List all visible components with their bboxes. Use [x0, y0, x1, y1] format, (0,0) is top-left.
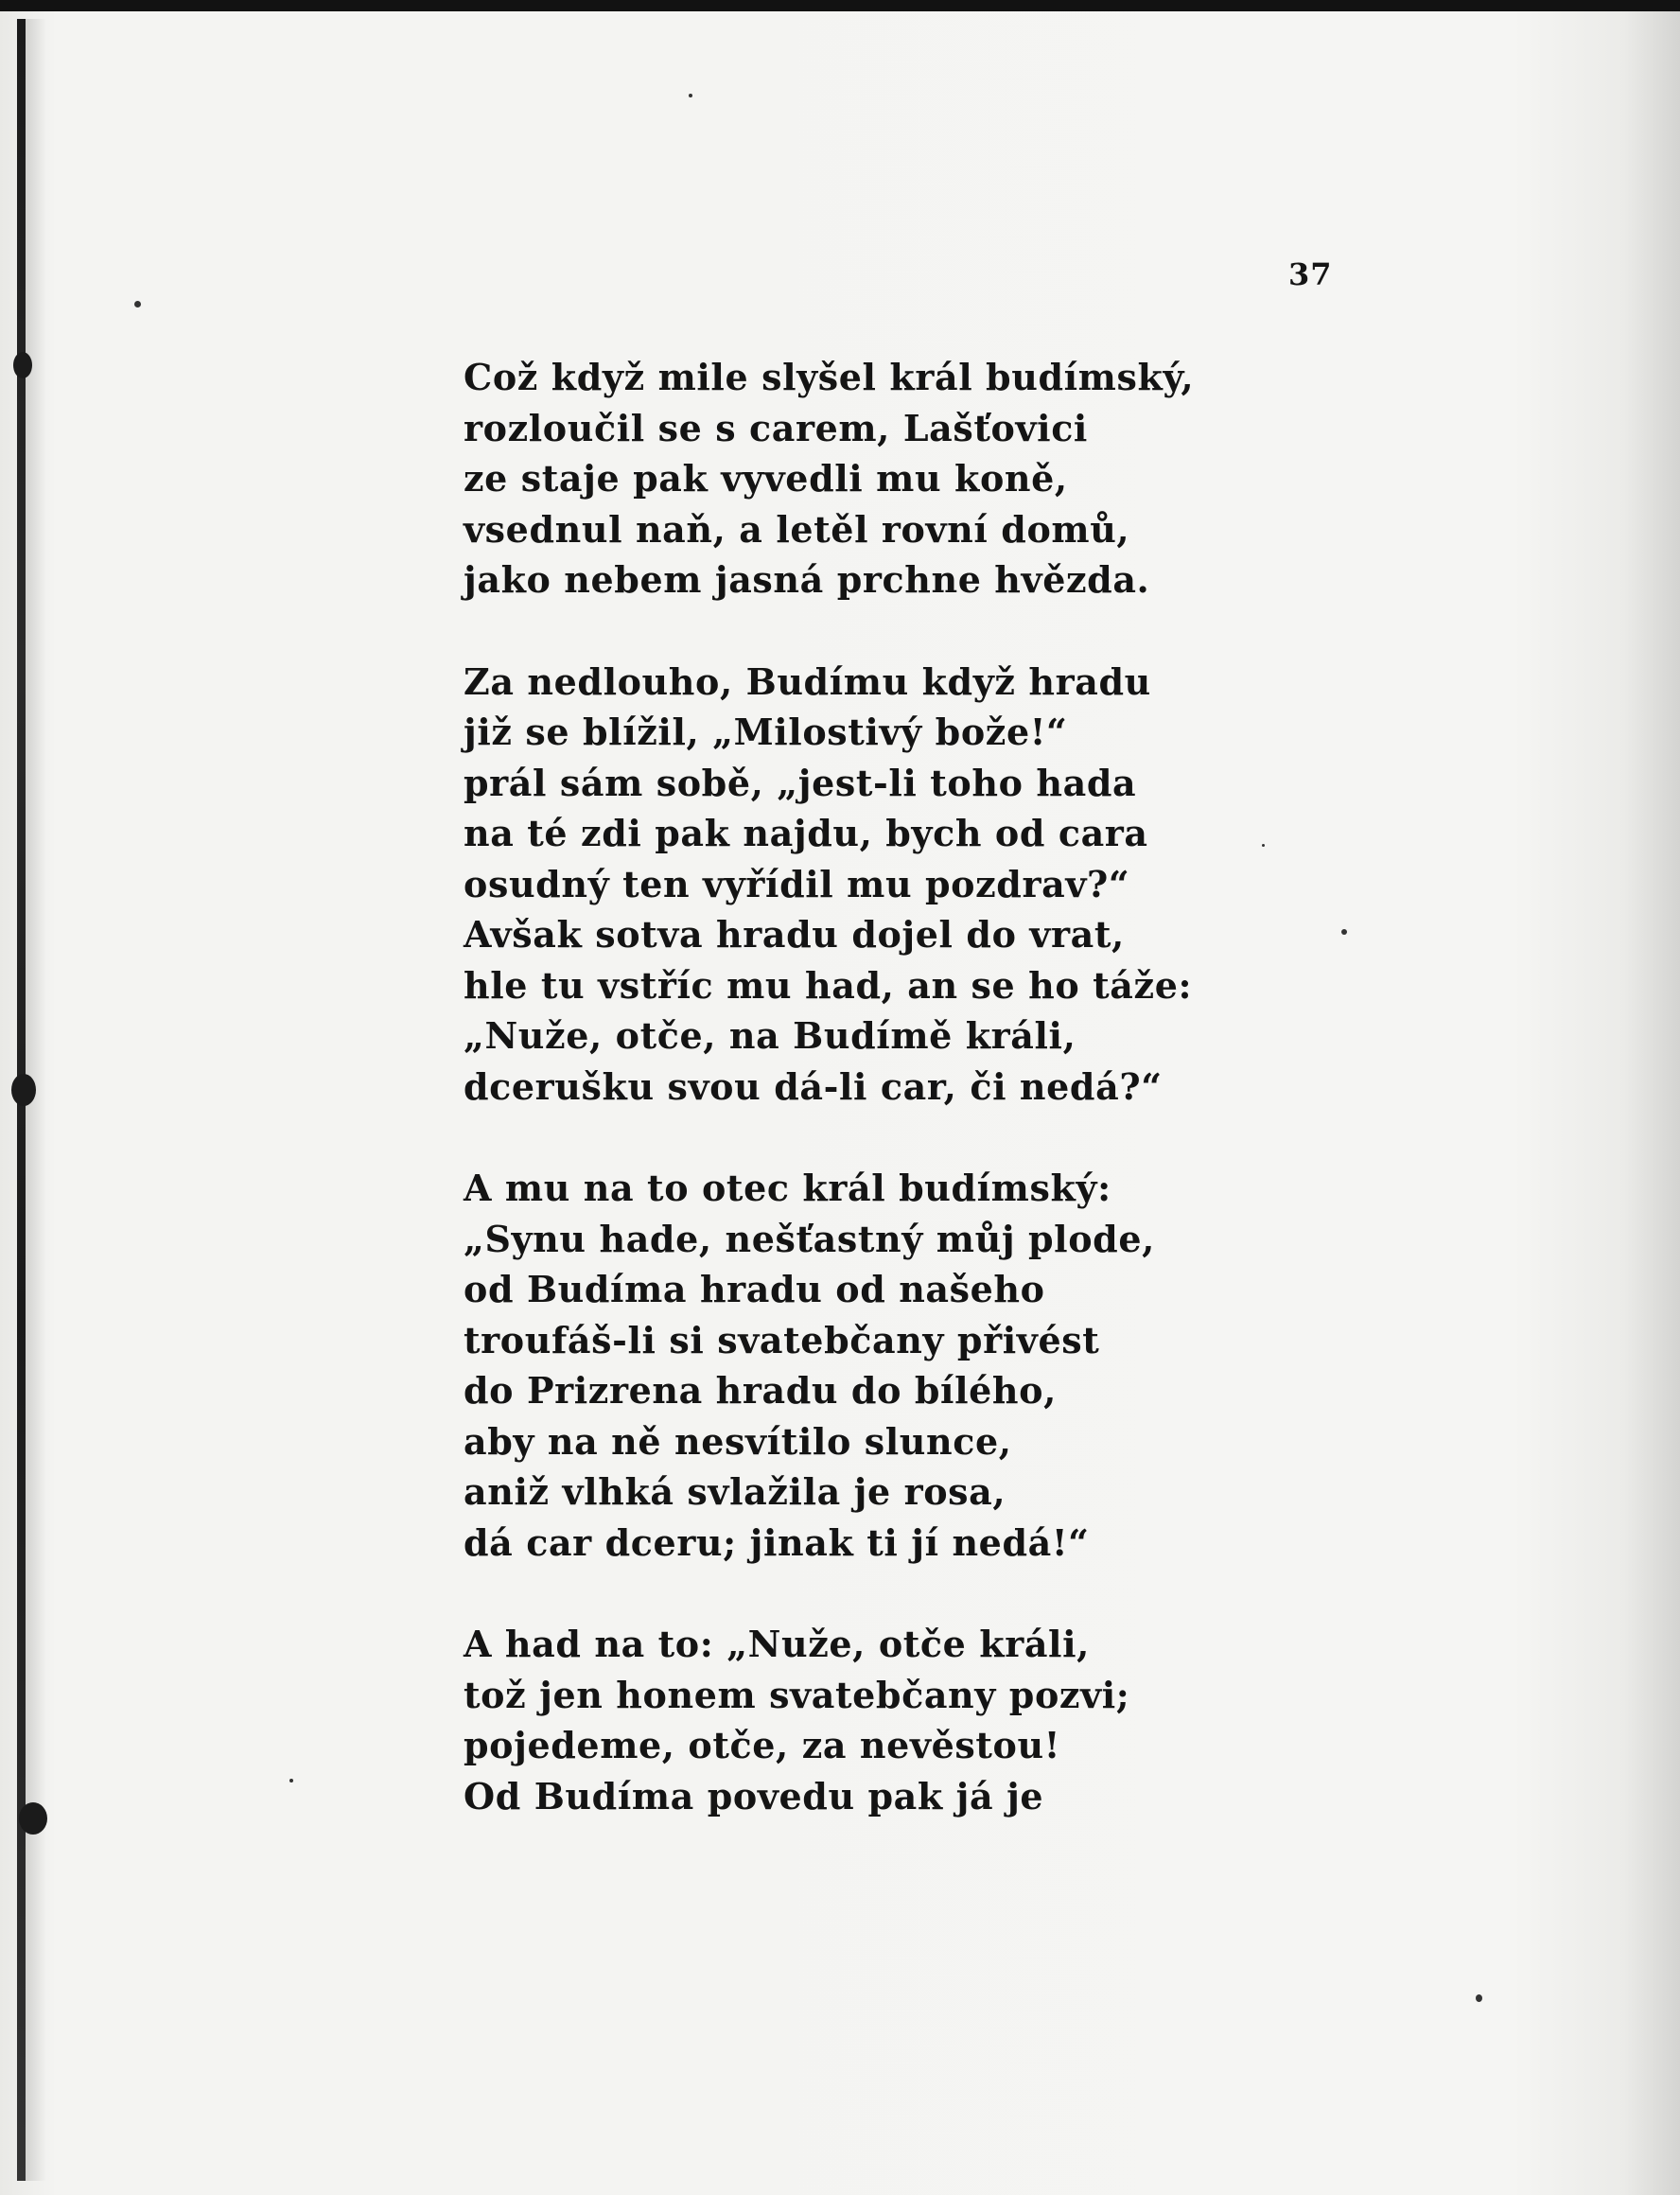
- verse-line: pojedeme, otče, za nevěstou!: [464, 1724, 1060, 1766]
- verse-line: dcerušku svou dá-li car, či nedá?“: [464, 1064, 1163, 1108]
- verse-line: Avšak sotva hradu dojel do vrat,: [464, 913, 1125, 956]
- binding-blot: [19, 1802, 47, 1835]
- stanza-1: [464, 352, 1220, 606]
- verse-line: Za nedlouho, Budímu když hradu: [464, 659, 1151, 703]
- paper-speck: [134, 301, 141, 307]
- paper-speck: [689, 94, 692, 97]
- verse-line: na té zdi pak najdu, bych od cara: [464, 812, 1148, 854]
- paper-speck: [1476, 1994, 1482, 2002]
- verse-line: aniž vlhká svlažila je rosa,: [464, 1470, 1006, 1513]
- verse-line: osudný ten vyřídil mu pozdrav?“: [464, 862, 1130, 905]
- paper-speck: [1341, 929, 1347, 935]
- stanza-3: [464, 1163, 1220, 1568]
- verse-line: ze staje pak vyvedli mu koně,: [464, 457, 1068, 500]
- verse-line: tož jen honem svatebčany pozvi;: [464, 1673, 1130, 1716]
- verse-line: již se blížil, „Milostivý bože!“: [464, 711, 1068, 753]
- stanza-2: [464, 657, 1220, 1113]
- page-right-shadow: [1623, 11, 1680, 2195]
- page-number: 37: [1288, 256, 1333, 292]
- verse-line: prál sám sobě, „jest-li toho hada: [464, 761, 1137, 804]
- stanza-4: [464, 1619, 1220, 1821]
- verse-line: jako nebem jasná prchne hvězda.: [464, 558, 1150, 601]
- binding-blot: [13, 352, 32, 378]
- verse-line: troufáš-li si svatebčany přivést: [464, 1318, 1100, 1361]
- verse-line: A had na to: „Nuže, otče králi,: [464, 1623, 1090, 1665]
- poem-text: [464, 352, 1220, 1821]
- verse-line: hle tu vstříc mu had, an se ho táže:: [464, 963, 1193, 1007]
- verse-line: dá car dceru; jinak ti jí nedá!“: [464, 1520, 1090, 1564]
- verse-line: Což když mile slyšel král budímský,: [464, 356, 1195, 398]
- verse-line: Od Budíma povedu pak já je: [464, 1774, 1044, 1817]
- page-top-edge: [0, 0, 1680, 11]
- verse-line: od Budíma hradu od našeho: [464, 1268, 1045, 1310]
- verse-line: vsednul naň, a letěl rovní domů,: [464, 507, 1130, 551]
- verse-line: „Nuže, otče, na Budímě králi,: [464, 1014, 1076, 1057]
- binding-blot: [11, 1074, 36, 1106]
- verse-line: „Synu hade, nešťastný můj plode,: [464, 1217, 1155, 1260]
- verse-line: aby na ně nesvítilo slunce,: [464, 1419, 1012, 1463]
- verse-line: A mu na to otec král budímský:: [464, 1167, 1111, 1209]
- paper-speck: [1262, 844, 1265, 847]
- verse-line: do Prizrena hradu do bílého,: [464, 1369, 1057, 1412]
- paper-speck: [289, 1779, 293, 1782]
- verse-line: rozloučil se s carem, Lašťovici: [464, 406, 1088, 449]
